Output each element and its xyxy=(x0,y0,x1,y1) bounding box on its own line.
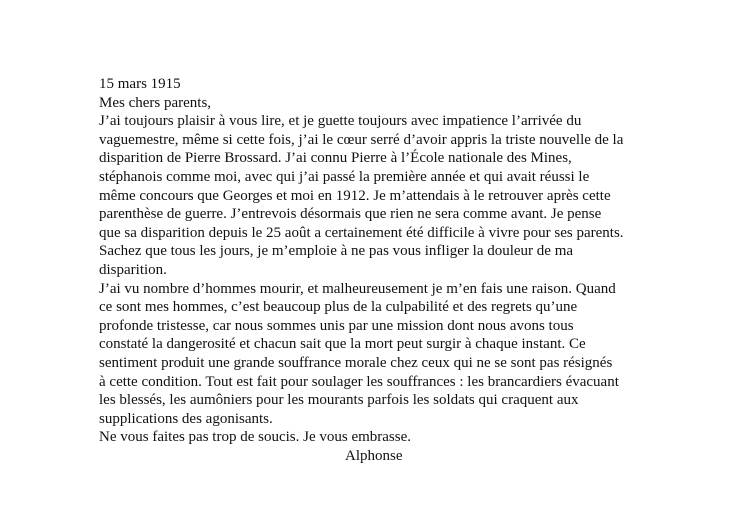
letter-salutation: Mes chers parents, xyxy=(99,94,212,111)
letter-signature: Alphonse xyxy=(345,447,403,464)
letter-line: disparition de Pierre Brossard. J’ai connu Pierre à l’École nationale des Mines, xyxy=(99,150,572,167)
letter-line: même concours que Georges et moi en 1912. Je m’attendais à le retrouver après cette xyxy=(99,187,611,204)
letter-line: J’ai toujours plaisir à vous lire, et je guette toujours avec impatience l’arrivée du xyxy=(99,113,582,130)
letter-line: supplications des agonisants. xyxy=(99,410,273,427)
letter-line: que sa disparition depuis le 25 août a certainement été difficile à vivre pour ses parents. xyxy=(99,224,624,241)
letter-line: Sachez que tous les jours, je m’emploie à ne pas vous infliger la douleur de ma xyxy=(99,243,574,260)
letter-line: vaguemestre, même si cette fois, j’ai le cœur serré d’avoir appris la triste nouvelle de la xyxy=(99,131,624,148)
letter-body xyxy=(99,75,659,465)
letter-line: les blessés, les aumôniers pour les mourants parfois les soldats qui craquent aux xyxy=(99,392,579,409)
letter-line: disparition. xyxy=(99,261,167,278)
letter-line: profonde tristesse, car nous sommes unis par une mission dont nous avons tous xyxy=(99,317,574,334)
letter-line: à cette condition. Tout est fait pour soulager les souffrances : les brancardiers évacuant xyxy=(99,373,619,390)
letter-line: stéphanois comme moi, avec qui j’ai passé la première année et qui avait réussi le xyxy=(99,168,590,185)
letter-date: 15 mars 1915 xyxy=(99,76,181,92)
letter-line: parenthèse de guerre. J’entrevois désormais que rien ne sera comme avant. Je pense xyxy=(99,206,602,223)
letter-line: constaté la dangerosité et chacun sait que la mort peut surgir à chaque instant. Ce xyxy=(99,336,586,353)
letter-line: Ne vous faites pas trop de soucis. Je vous embrasse. xyxy=(99,429,412,446)
letter-line: J’ai vu nombre d’hommes mourir, et malheureusement je m’en fais une raison. Quand xyxy=(99,280,616,297)
letter-line: ce sont mes hommes, c’est beaucoup plus de la culpabilité et des regrets qu’une xyxy=(99,299,578,316)
letter-line: sentiment produit une grande souffrance morale chez ceux qui ne se sont pas résignés xyxy=(99,354,613,371)
